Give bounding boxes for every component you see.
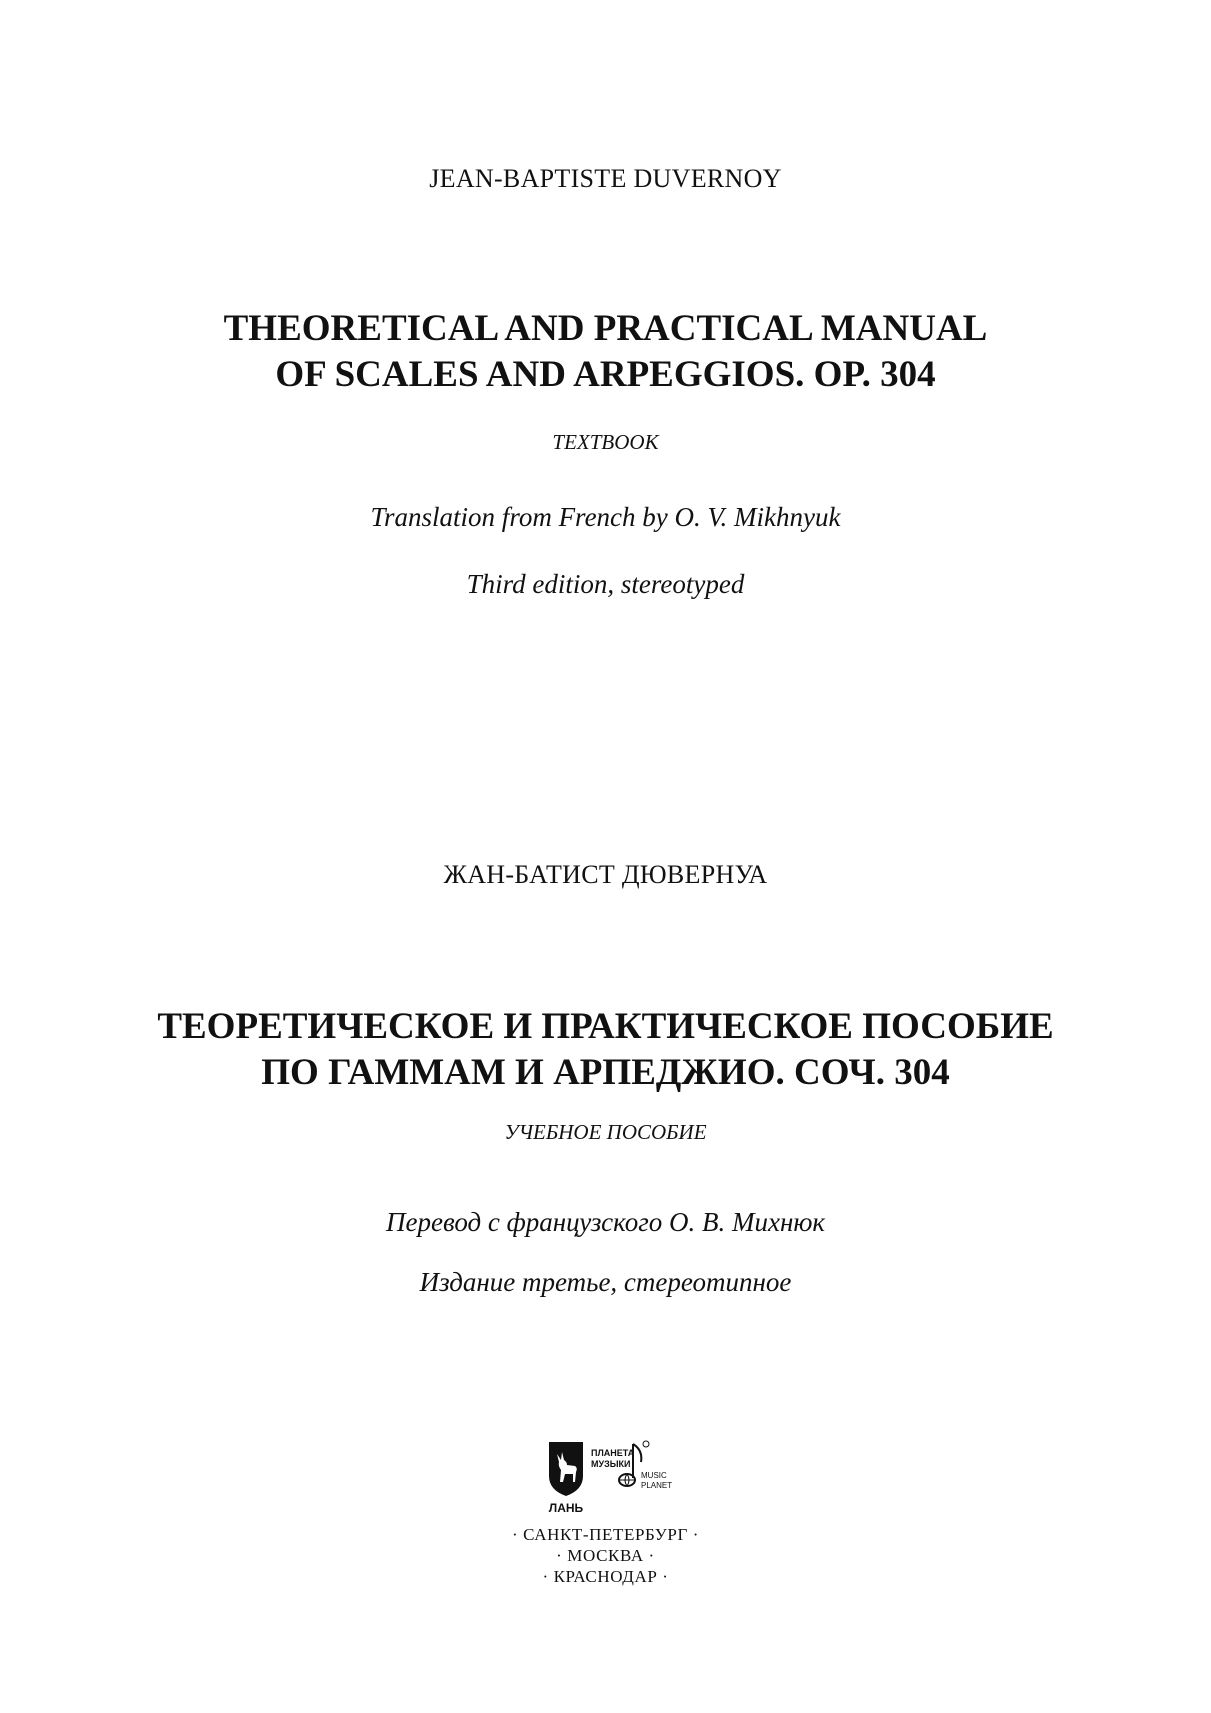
- svg-text:МУЗЫКИ: МУЗЫКИ: [591, 1459, 631, 1469]
- author-english: JEAN-BAPTISTE DUVERNOY: [429, 164, 782, 193]
- publisher-city-1: · САНКТ-ПЕТЕРБУРГ ·: [511, 1525, 700, 1544]
- author-russian: ЖАН-БАТИСТ ДЮВЕРНУА: [443, 860, 768, 889]
- svg-text:MUSIC: MUSIC: [641, 1471, 667, 1480]
- svg-text:ПЛАНЕТА: ПЛАНЕТА: [591, 1448, 635, 1458]
- svg-text:PLANET: PLANET: [641, 1481, 673, 1490]
- edition-english: Third edition, stereotyped: [466, 569, 745, 599]
- book-type-english: TEXTBOOK: [552, 430, 659, 454]
- music-planet-logo-icon: [591, 1441, 672, 1490]
- title-russian-line-2: ПО ГАММАМ И АРПЕДЖИО. СОЧ. 304: [261, 1052, 950, 1093]
- publisher-city-2: · МОСКВА ·: [556, 1546, 655, 1565]
- title-english-line-1: THEORETICAL AND PRACTICAL MANUAL: [223, 308, 988, 349]
- translation-credit-russian: Перевод с французского О. В. Михнюк: [385, 1207, 826, 1237]
- translation-credit-english: Translation from French by O. V. Mikhnyuk: [370, 502, 841, 532]
- publisher-city-3: · КРАСНОДАР ·: [542, 1567, 669, 1586]
- edition-russian: Издание третье, стереотипное: [419, 1267, 792, 1297]
- svg-text:ЛАНЬ: ЛАНЬ: [548, 1501, 584, 1515]
- book-type-russian: УЧЕБНОЕ ПОСОБИЕ: [504, 1120, 707, 1144]
- title-english-line-2: OF SCALES AND ARPEGGIOS. OP. 304: [275, 354, 936, 395]
- publisher-logo: [545, 1438, 679, 1518]
- title-russian-line-1: ТЕОРЕТИЧЕСКОЕ И ПРАКТИЧЕСКОЕ ПОСОБИЕ: [157, 1006, 1054, 1047]
- lan-logo-icon: [549, 1442, 584, 1515]
